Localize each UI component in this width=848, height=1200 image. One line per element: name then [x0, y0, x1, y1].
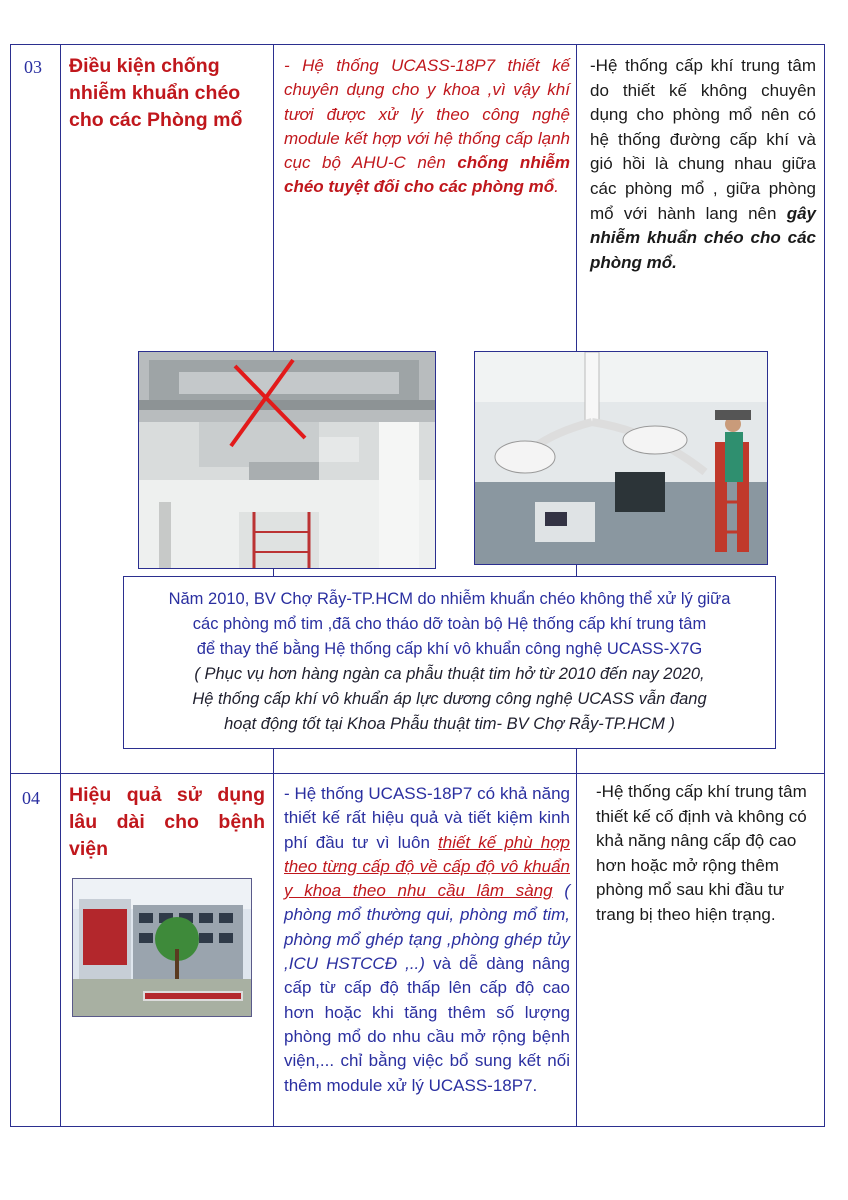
caption-note-line-1: ( Phục vụ hơn hàng ngàn ca phẫu thuật tim hở từ 2010 đến nay 2020, — [194, 665, 705, 683]
criterion-title: Điều kiện chống nhiễm khuẩn chéo cho các Phòng mổ — [69, 55, 243, 131]
central-system-description — [590, 54, 816, 275]
ucass-intro: - Hệ thống UCASS-18P7 thiết kế chuyên dụng cho y khoa ,vì vậy khí tươi được xử lý theo công nghệ module kết hợp với hệ thống cấp lạnh cục bộ AHU-C nên — [284, 56, 570, 173]
ucass-description — [284, 54, 570, 200]
caption-line-3: để thay thế bằng Hệ thống cấp khí vô khuẩn công nghệ UCASS-X7G — [196, 640, 703, 658]
caption-note-line-2: Hệ thống cấp khí vô khuẩn áp lực dương công nghệ UCASS vẫn đang — [192, 690, 707, 708]
central-text: -Hệ thống cấp khí trung tâm thiết kế cố định và không có khả năng nâng cấp độ cao hơn hoặc mở rộng thêm phòng mổ sau khi đầu tư trang bị theo hiện trạng. — [596, 782, 807, 924]
ucass-end: và dễ dàng nâng cấp từ cấp độ thấp lên cấp độ cao hơn hoặc khi tăng thêm số lượng phòng mổ do nhu cầu mở rộng bệnh viện,... chỉ bằng việc bổ sung kết nối thêm module xử lý UCASS-18P7. — [284, 954, 570, 1095]
row-divider — [10, 773, 825, 774]
central-system-description — [596, 780, 818, 928]
operating-room-image — [475, 352, 767, 564]
criterion-title: Hiệu quả sử dụng lâu dài cho bệnh viện — [69, 784, 265, 860]
table-bottom-border — [10, 1126, 825, 1127]
table-top-border — [10, 44, 825, 45]
ucass-emphasis: chống nhiễm chéo tuyệt đối cho các phòng mổ — [284, 153, 570, 197]
ucass-end: . — [554, 177, 559, 197]
col-divider-1 — [60, 44, 61, 1127]
ucass-intro: - Hệ thống UCASS-18P7 có khả năng thiết kế rất hiệu quả và tiết kiệm kinh phí đầu tư vì luôn — [284, 784, 570, 852]
hospital-building-image — [73, 879, 251, 1016]
ucass-description — [284, 782, 570, 1098]
caption-line-1: Năm 2010, BV Chợ Rẫy-TP.HCM do nhiễm khuẩn chéo không thể xử lý giữa — [168, 590, 731, 608]
photo-operating-room-installation — [474, 351, 768, 565]
ucass-examples: ( phòng mổ thường qui, phòng mổ tim, phòng mổ ghép tạng ,phòng ghép tủy ,ICU HSTCCĐ ,..) — [284, 881, 570, 974]
ceiling-ducting-image — [139, 352, 435, 568]
ucass-underlined: thiết kế phù hợp theo từng cấp độ về cấp độ vô khuẩn y khoa theo nhu cầu lâm sàng — [284, 832, 570, 901]
photo-removed-central-ducting — [138, 351, 436, 569]
caption-note-line-3: hoạt động tốt tại Khoa Phẫu thuật tim- BV Chợ Rẫy-TP.HCM ) — [224, 715, 675, 733]
photo-hospital-building — [72, 878, 252, 1017]
table-left-border — [10, 44, 11, 1127]
row-number: 04 — [22, 788, 40, 808]
case-study-caption — [123, 576, 776, 749]
table-right-border — [824, 44, 825, 1127]
central-intro: -Hệ thống cấp khí trung tâm do thiết kế không chuyên dụng cho phòng mổ nên có hệ thống đường cấp khí và gió hồi là chung nhau giữa các phòng mổ , giữa phòng mổ với hành lang nên — [590, 56, 816, 223]
central-emphasis: gây nhiễm khuẩn chéo cho các phòng mổ. — [590, 203, 816, 272]
caption-line-2: các phòng mổ tim ,đã cho tháo dỡ toàn bộ Hệ thống cấp khí trung tâm — [192, 615, 707, 633]
row-number: 03 — [24, 57, 42, 77]
